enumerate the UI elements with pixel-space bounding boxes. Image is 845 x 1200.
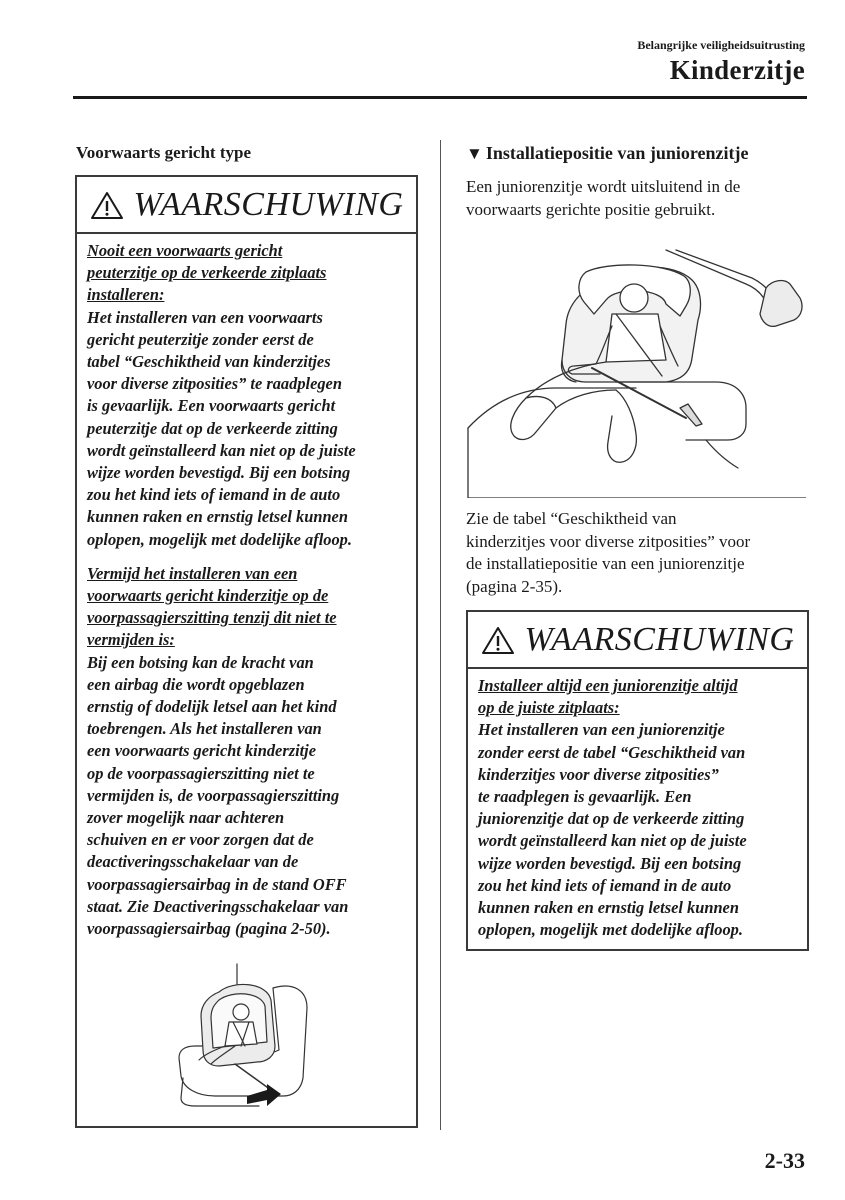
- warning-paragraph-title: op de juiste zitplaats:: [478, 698, 620, 718]
- reference-line: Zie de tabel “Geschiktheid van: [466, 509, 677, 528]
- warning-label: WAARSCHUWING: [524, 620, 795, 658]
- warning-paragraph-title: installeren:: [87, 285, 165, 305]
- left-section-heading: Voorwaarts gericht type: [76, 143, 251, 162]
- warning-text-line: wordt geïnstalleerd kan niet op de juiste: [478, 831, 747, 851]
- warning-header: [468, 612, 807, 669]
- warning-text-line: Het installeren van een voorwaarts: [87, 307, 323, 327]
- header-section-label: Belangrijke veiligheidsuitrusting: [637, 38, 805, 52]
- warning-paragraph-title: peuterzitje op de verkeerde zitplaats: [87, 263, 327, 283]
- warning-text-line: kunnen raken en ernstig letsel kunnen: [87, 507, 348, 527]
- page-title: Kinderzitje: [669, 55, 805, 85]
- warning-text-line: juniorenzitje dat op de verkeerde zitting: [478, 809, 745, 829]
- warning-text-line: een voorwaarts gericht kinderzitje: [87, 741, 317, 761]
- warning-paragraph: [478, 675, 797, 941]
- warning-text-line: voor diverse zitposities” te raadplegen: [87, 374, 342, 394]
- warning-text-line: oplopen, mogelijk met dodelijke afloop.: [87, 529, 352, 549]
- warning-box-junior-seat: [466, 610, 809, 951]
- warning-text-line: op de voorpassagierszitting niet te: [87, 763, 315, 783]
- warning-paragraph: [87, 563, 406, 940]
- warning-text-line: voorpassagiersairbag in de stand OFF: [87, 874, 347, 894]
- warning-paragraph-title: voorwaarts gericht kinderzitje op de: [87, 586, 329, 606]
- warning-text-line: staat. Zie Deactiveringsschakelaar van: [87, 896, 349, 916]
- warning-paragraph-title: voorpassagierszitting tenzij dit niet te: [87, 608, 337, 628]
- header-rule: [73, 96, 807, 99]
- warning-body: [468, 669, 807, 941]
- warning-text-line: zou het kind iets of iemand in de auto: [87, 485, 341, 505]
- warning-text-line: wijze worden bevestigd. Bij een botsing: [478, 853, 742, 873]
- warning-body: [77, 234, 416, 940]
- warning-text-line: peuterzitje dat op de verkeerde zitting: [87, 418, 338, 438]
- warning-triangle-icon: [90, 190, 124, 220]
- intro-line: voorwaarts gerichte positie gebruikt.: [466, 199, 716, 219]
- warning-text-line: Het installeren van een juniorenzitje: [478, 720, 725, 740]
- warning-text-line: is gevaarlijk. Een voorwaarts gericht: [87, 396, 336, 416]
- warning-text-line: wijze worden bevestigd. Bij een botsing: [87, 463, 351, 483]
- warning-paragraph-title: Installeer altijd een juniorenzitje altijd: [478, 676, 738, 695]
- column-divider: [440, 140, 441, 1130]
- warning-text-line: zover mogelijk naar achteren: [87, 808, 285, 828]
- warning-text-line: gericht peuterzitje zonder eerst de: [87, 329, 314, 349]
- warning-header: [77, 177, 416, 234]
- forward-facing-child-seat-illustration: [175, 960, 320, 1110]
- reference-text: [466, 508, 806, 598]
- right-section-heading-text: Installatiepositie van juniorenzitje: [485, 143, 749, 163]
- warning-text-line: toebrengen. Als het installeren van: [87, 719, 322, 739]
- warning-paragraph: [87, 240, 406, 551]
- page-number: 2-33: [764, 1148, 805, 1173]
- warning-text-line: zou het kind iets of iemand in de auto: [478, 875, 732, 895]
- warning-paragraph-title: Vermijd het installeren van een: [87, 563, 298, 583]
- arrow-icon: [247, 1084, 281, 1106]
- warning-text-line: vermijden is, de voorpassagierszitting: [87, 785, 340, 805]
- warning-text-line: oplopen, mogelijk met dodelijke afloop.: [478, 920, 743, 940]
- warning-text-line: tabel “Geschiktheid van kinderzitjes: [87, 352, 331, 372]
- warning-text-line: wordt geïnstalleerd kan niet op de juiste: [87, 440, 356, 460]
- reference-line: (pagina 2-35).: [466, 576, 563, 596]
- warning-text-line: deactiveringsschakelaar van de: [87, 852, 299, 872]
- warning-text-line: kinderzitjes voor diverse zitposities”: [478, 764, 719, 784]
- warning-text-line: Bij een botsing kan de kracht van: [87, 652, 314, 672]
- reference-line: de installatiepositie van een juniorenzitje: [466, 554, 745, 573]
- junior-booster-seat-illustration: [466, 248, 806, 498]
- warning-triangle-icon: [481, 625, 515, 655]
- warning-text-line: schuiven en er voor zorgen dat de: [87, 830, 314, 850]
- warning-text-line: zonder eerst de tabel “Geschiktheid van: [478, 742, 746, 762]
- warning-paragraph-title: vermijden is:: [87, 630, 175, 650]
- intro-line: Een juniorenzitje wordt uitsluitend in de: [466, 177, 741, 196]
- intro-text: [466, 176, 806, 221]
- right-section-heading: [466, 143, 749, 164]
- warning-text-line: een airbag die wordt opgeblazen: [87, 674, 305, 694]
- warning-paragraph-title: Nooit een voorwaarts gericht: [87, 241, 283, 260]
- triangle-down-icon: ▼: [466, 143, 483, 163]
- warning-text-line: ernstig of dodelijk letsel aan het kind: [87, 697, 337, 717]
- warning-text-line: voorpassagiersairbag (pagina 2-50).: [87, 919, 331, 939]
- warning-label: WAARSCHUWING: [133, 185, 404, 223]
- warning-text-line: te raadplegen is gevaarlijk. Een: [478, 787, 692, 807]
- reference-line: kinderzitjes voor diverse zitposities” voor: [466, 531, 751, 551]
- warning-text-line: kunnen raken en ernstig letsel kunnen: [478, 898, 739, 918]
